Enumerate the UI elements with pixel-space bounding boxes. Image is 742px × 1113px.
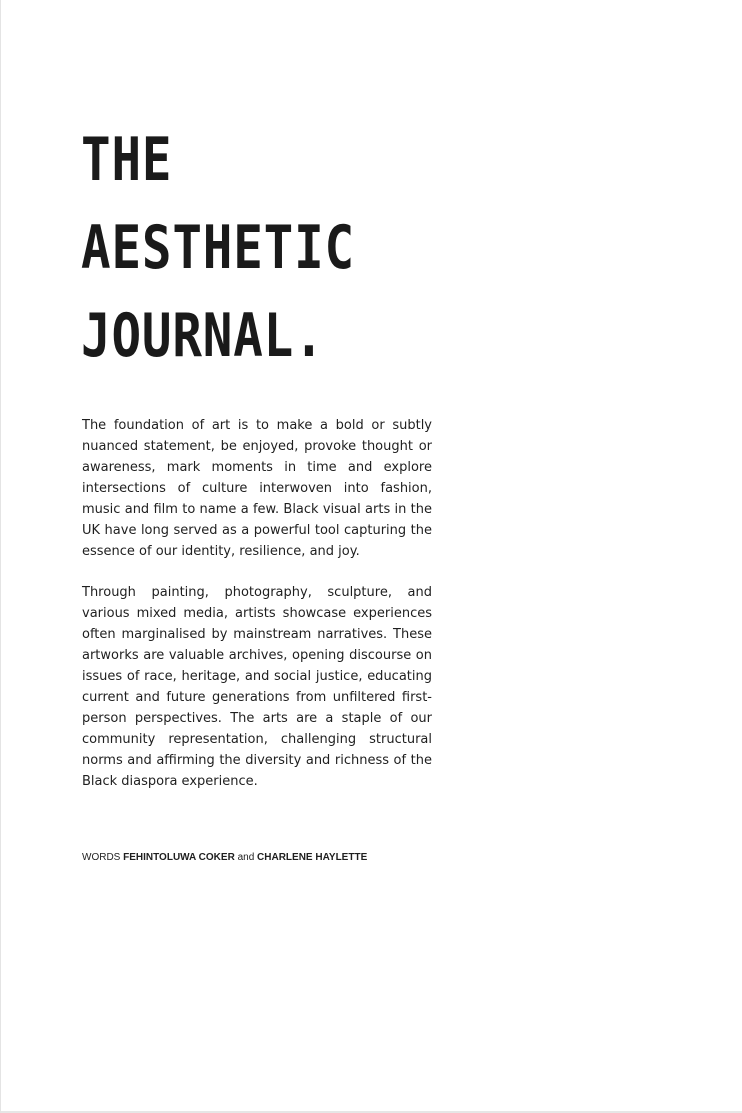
author-name-1: FEHINTOLUWA COKER <box>123 852 235 863</box>
title-line-2: AESTHETIC <box>81 213 355 283</box>
author-credits <box>82 851 367 865</box>
body-paragraph-2: Through painting, photography, sculpture, and various mixed media, artists showcase experiences often marginalised by mainstream narratives. These artworks are valuable archives, opening discourse on issues of race, heritage, and social justice, educating current and future generations from unfiltered first-person perspectives. The arts are a staple of our community representation, challenging structural norms and affirming the diversity and richness of the Black diaspora experience. <box>82 585 432 789</box>
credits-prefix: WORDS <box>82 852 121 863</box>
article-title <box>81 116 355 380</box>
magazine-page <box>1 0 742 1113</box>
author-name-2: CHARLENE HAYLETTE <box>257 852 368 863</box>
title-line-3: JOURNAL. <box>81 301 325 371</box>
credits-joiner: and <box>237 852 255 863</box>
title-line-1: THE <box>81 125 173 195</box>
body-paragraph-1: The foundation of art is to make a bold or subtly nuanced statement, be enjoyed, provoke thought or awareness, mark moments in time and explore intersections of culture interwoven into fashion, music and film to name a few. Black visual arts in the UK have long served as a powerful tool capturing the essence of our identity, resilience, and joy. <box>82 418 432 559</box>
